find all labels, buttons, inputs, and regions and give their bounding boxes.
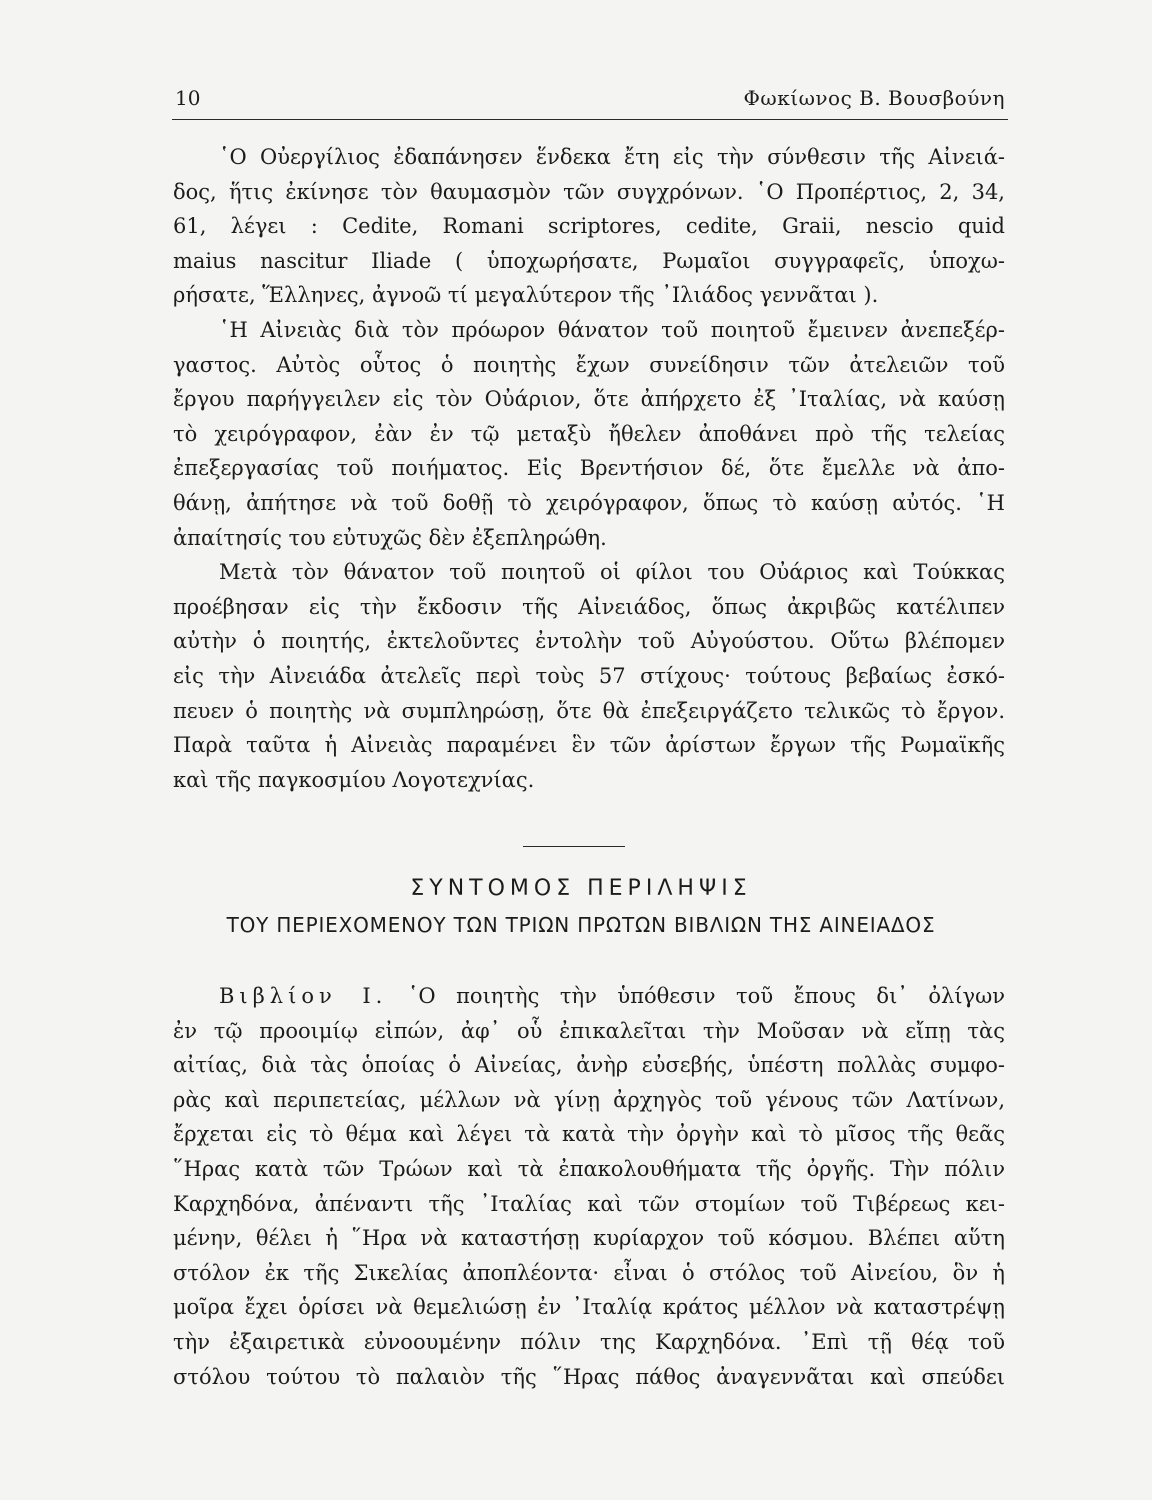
text-line: ῾Ο Οὐεργίλιος ἐδαπάνησεν ἕνδεκα ἔτη εἰς τὴν σύνθεσιν τῆς Αἰνειά- bbox=[219, 145, 1005, 169]
text-line: ἔρχεται εἰς τὸ θέμα καὶ λέγει τὰ κατὰ τὴν ὀργὴν καὶ τὸ μῖσος τῆς θεᾶς bbox=[173, 1122, 1005, 1147]
summary-text bbox=[173, 979, 1005, 1394]
text-line: γαστος. Αὐτὸς οὗτος ὁ ποιητὴς ἔχων συνείδησιν τῶν ἀτελειῶν τοῦ bbox=[173, 352, 1005, 377]
text-line: στόλον ἐκ τῆς Σικελίας ἀποπλέοντα· εἶναι ὁ στόλος τοῦ Αἰνείου, ὃν ἡ bbox=[173, 1260, 1005, 1285]
section-divider bbox=[523, 846, 625, 847]
text-line: ἐν τῷ προοιμίῳ εἰπών, ἀφ᾿ οὗ ἐπικαλεῖται τὴν Μοῦσαν νὰ εἴπῃ τὰς bbox=[173, 1018, 1005, 1043]
text-line: Καρχηδόνα, ἀπέναντι τῆς ᾿Ιταλίας καὶ τῶν στομίων τοῦ Τιβέρεως κει- bbox=[173, 1191, 1005, 1216]
text-line: ἐπεξεργασίας τοῦ ποιήματος. Εἰς Βρεντήσιον δέ, ὅτε ἔμελλε νὰ ἀπο- bbox=[173, 456, 1005, 481]
text-line: τὸ χειρόγραφον, ἐὰν ἐν τῷ μεταξὺ ἤθελεν ἀποθάνει πρὸ τῆς τελείας bbox=[173, 421, 1005, 446]
text-line: ῾Η Αἰνειὰς διὰ τὸν πρόωρον θάνατον τοῦ ποιητοῦ ἔμεινεν ἀνεπεξέρ- bbox=[219, 317, 1005, 342]
text-line bbox=[173, 979, 1005, 1014]
text-line: θάνῃ, ἀπήτησε νὰ τοῦ δοθῇ τὸ χειρόγραφον, ὅπως τὸ καύσῃ αὐτός. ῾Η bbox=[173, 490, 1005, 515]
text-line: καὶ τῆς παγκοσμίου Λογοτεχνίας. bbox=[173, 767, 535, 792]
text-line: δος, ἥτις ἐκίνησε τὸν θαυμασμὸν τῶν συγχρόνων. ῾Ο Προπέρτιος, 2, 34, bbox=[173, 179, 1005, 204]
section-subtitle: ΤΟΥ ΠΕΡΙΕΧΟΜΕΝΟΥ ΤΩΝ ΤΡΙΩΝ ΠΡΩΤΩΝ ΒΙΒΛΙΩΝ ΤΗΣ ΑΙΝΕΙΑΔΟΣ bbox=[226, 913, 936, 937]
text-line: Μετὰ τὸν θάνατον τοῦ ποιητοῦ οἱ φίλοι του Οὐάριος καὶ Τούκκας bbox=[219, 560, 1005, 585]
text-line: ρήσατε, Ἕλληνες, ἀγνοῶ τί μεγαλύτερον τῆς ᾿Ιλιάδος γεννᾶται ). bbox=[173, 283, 879, 308]
text-line: 61, λέγει : Cedite, Romani scriptores, cedite, Graii, nescio quid bbox=[173, 214, 1005, 239]
text-line: εἰς τὴν Αἰνειάδα ἀτελεῖς περὶ τοὺς 57 στίχους· τούτους βεβαίως ἐσκό- bbox=[173, 663, 1005, 688]
text-line: μοῖρα ἔχει ὁρίσει νὰ θεμελιώσῃ ἐν ᾿Ιταλίᾳ κράτος μέλλον νὰ καταστρέψῃ bbox=[173, 1295, 1005, 1320]
text-line: ρὰς καὶ περιπετείας, μέλλων νὰ γίνῃ ἀρχηγὸς τοῦ γένους τῶν Λατίνων, bbox=[173, 1087, 1005, 1112]
page-number: 10 bbox=[175, 86, 201, 110]
text-line: ἀπαίτησίς του εὐτυχῶς δὲν ἐξεπληρώθη. bbox=[173, 525, 607, 550]
text-line: στόλου τούτου τὸ παλαιὸν τῆς ῞Ηρας πάθος ἀναγεννᾶται καὶ σπεύδει bbox=[173, 1364, 1005, 1389]
text-line: ῞Ηρας κατὰ τῶν Τρώων καὶ τὰ ἐπακολουθήματα τῆς ὀργῆς. Τὴν πόλιν bbox=[173, 1156, 1005, 1181]
text-line: πευεν ὁ ποιητὴς νὰ συμπληρώσῃ, ὅτε θὰ ἐπεξειργάζετο τελικῶς τὸ ἔργον. bbox=[173, 698, 1005, 723]
text-line: μένην, θέλει ἡ ῞Ηρα νὰ καταστήσῃ κυρίαρχον τοῦ κόσμου. Βλέπει αὕτη bbox=[173, 1226, 1005, 1251]
text-line: προέβησαν εἰς τὴν ἔκδοσιν τῆς Αἰνειάδος, ὅπως ἀκριβῶς κατέλιπεν bbox=[173, 594, 1005, 619]
text-line: ἔργου παρήγγειλεν εἰς τὸν Οὐάριον, ὅτε ἀπήρχετο ἐξ ᾿Ιταλίας, νὰ καύσῃ bbox=[173, 387, 1005, 412]
intro-text bbox=[173, 140, 1005, 797]
running-head-author: Φωκίωνος Β. Βουσβούνη bbox=[743, 86, 1005, 110]
book-label: Βιβλίον Ι. bbox=[219, 984, 388, 1008]
section-title: ΣΥΝΤΟΜΟΣ ΠΕΡΙΛΗΨΙΣ bbox=[410, 876, 752, 901]
text-line: maius nascitur Iliade ( ὑποχωρήσατε, Ρωμαῖοι συγγραφεῖς, ὑποχω- bbox=[173, 248, 1005, 273]
text-line: αὐτὴν ὁ ποιητής, ἐκτελοῦντες ἐντολὴν τοῦ Αὐγούστου. Οὕτω βλέπομεν bbox=[173, 629, 1005, 654]
text-line: αἰτίας, διὰ τὰς ὁποίας ὁ Αἰνείας, ἀνὴρ εὐσεβής, ὑπέστη πολλὰς συμφο- bbox=[173, 1053, 1005, 1078]
text-line: Παρὰ ταῦτα ἡ Αἰνειὰς παραμένει ἓν τῶν ἀρίστων ἔργων τῆς Ρωμαϊκῆς bbox=[173, 733, 1005, 758]
first-line-text: ῾Ο ποιητὴς τὴν ὑπόθεσιν τοῦ ἔπους δι᾿ ὀλίγων bbox=[407, 984, 1005, 1008]
text-line: τὴν ἐξαιρετικὰ εὐνοουμένην πόλιν της Καρχηδόνα. ᾿Επὶ τῇ θέᾳ τοῦ bbox=[173, 1329, 1005, 1354]
header-rule bbox=[172, 119, 1008, 120]
running-header bbox=[175, 86, 1005, 116]
